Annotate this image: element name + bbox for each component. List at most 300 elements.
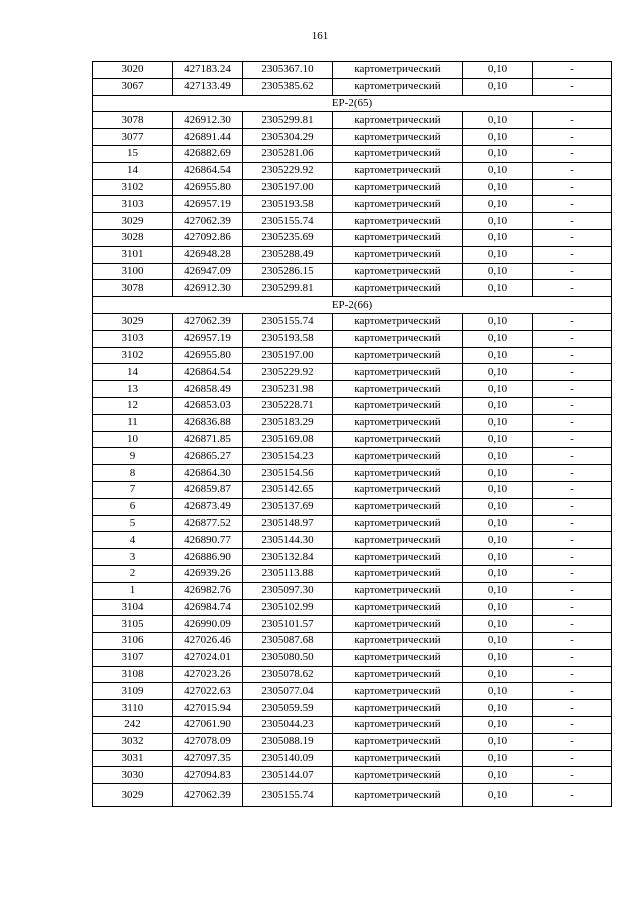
x-coordinate-cell: 427133.49 bbox=[173, 78, 243, 95]
x-coordinate-cell: 427061.90 bbox=[173, 717, 243, 734]
point-number-cell: 3101 bbox=[93, 246, 173, 263]
description-cell: - bbox=[533, 431, 612, 448]
table-row bbox=[93, 162, 612, 179]
description-cell: - bbox=[533, 465, 612, 482]
point-number-cell: 3029 bbox=[93, 313, 173, 330]
x-coordinate-cell: 426982.76 bbox=[173, 582, 243, 599]
accuracy-cell: 0,10 bbox=[463, 162, 533, 179]
point-number-cell: 242 bbox=[93, 717, 173, 734]
x-coordinate-cell: 426886.90 bbox=[173, 549, 243, 566]
table-row bbox=[93, 616, 612, 633]
method-cell: картометрический bbox=[333, 162, 463, 179]
x-coordinate-cell: 426871.85 bbox=[173, 431, 243, 448]
point-number-cell: 3100 bbox=[93, 263, 173, 280]
description-cell: - bbox=[533, 767, 612, 784]
accuracy-cell: 0,10 bbox=[463, 448, 533, 465]
x-coordinate-cell: 426912.30 bbox=[173, 280, 243, 297]
point-number-cell: 3103 bbox=[93, 196, 173, 213]
description-cell: - bbox=[533, 330, 612, 347]
table-row bbox=[93, 213, 612, 230]
y-coordinate-cell: 2305102.99 bbox=[243, 599, 333, 616]
method-cell: картометрический bbox=[333, 498, 463, 515]
accuracy-cell: 0,10 bbox=[463, 62, 533, 79]
point-number-cell: 10 bbox=[93, 431, 173, 448]
x-coordinate-cell: 426859.87 bbox=[173, 481, 243, 498]
description-cell: - bbox=[533, 313, 612, 330]
method-cell: картометрический bbox=[333, 397, 463, 414]
y-coordinate-cell: 2305286.15 bbox=[243, 263, 333, 280]
x-coordinate-cell: 426947.09 bbox=[173, 263, 243, 280]
point-number-cell: 5 bbox=[93, 515, 173, 532]
point-number-cell: 1 bbox=[93, 582, 173, 599]
y-coordinate-cell: 2305101.57 bbox=[243, 616, 333, 633]
accuracy-cell: 0,10 bbox=[463, 750, 533, 767]
table-row bbox=[93, 229, 612, 246]
point-number-cell: 11 bbox=[93, 414, 173, 431]
accuracy-cell: 0,10 bbox=[463, 481, 533, 498]
x-coordinate-cell: 426873.49 bbox=[173, 498, 243, 515]
description-cell: - bbox=[533, 666, 612, 683]
method-cell: картометрический bbox=[333, 515, 463, 532]
y-coordinate-cell: 2305155.74 bbox=[243, 213, 333, 230]
x-coordinate-cell: 427062.39 bbox=[173, 313, 243, 330]
description-cell: - bbox=[533, 649, 612, 666]
table-row bbox=[93, 498, 612, 515]
method-cell: картометрический bbox=[333, 750, 463, 767]
description-cell: - bbox=[533, 213, 612, 230]
method-cell: картометрический bbox=[333, 532, 463, 549]
method-cell: картометрический bbox=[333, 717, 463, 734]
description-cell: - bbox=[533, 448, 612, 465]
y-coordinate-cell: 2305154.56 bbox=[243, 465, 333, 482]
method-cell: картометрический bbox=[333, 414, 463, 431]
x-coordinate-cell: 426912.30 bbox=[173, 112, 243, 129]
description-cell: - bbox=[533, 179, 612, 196]
table-row bbox=[93, 263, 612, 280]
accuracy-cell: 0,10 bbox=[463, 364, 533, 381]
y-coordinate-cell: 2305137.69 bbox=[243, 498, 333, 515]
table-row bbox=[93, 582, 612, 599]
x-coordinate-cell: 427024.01 bbox=[173, 649, 243, 666]
description-cell: - bbox=[533, 717, 612, 734]
y-coordinate-cell: 2305059.59 bbox=[243, 700, 333, 717]
accuracy-cell: 0,10 bbox=[463, 532, 533, 549]
accuracy-cell: 0,10 bbox=[463, 515, 533, 532]
accuracy-cell: 0,10 bbox=[463, 229, 533, 246]
method-cell: картометрический bbox=[333, 582, 463, 599]
accuracy-cell: 0,10 bbox=[463, 717, 533, 734]
point-number-cell: 3078 bbox=[93, 112, 173, 129]
table-row bbox=[93, 129, 612, 146]
method-cell: картометрический bbox=[333, 330, 463, 347]
y-coordinate-cell: 2305113.88 bbox=[243, 565, 333, 582]
description-cell: - bbox=[533, 263, 612, 280]
y-coordinate-cell: 2305097.30 bbox=[243, 582, 333, 599]
accuracy-cell: 0,10 bbox=[463, 565, 533, 582]
x-coordinate-cell: 426877.52 bbox=[173, 515, 243, 532]
x-coordinate-cell: 426864.30 bbox=[173, 465, 243, 482]
method-cell: картометрический bbox=[333, 112, 463, 129]
accuracy-cell: 0,10 bbox=[463, 784, 533, 807]
table-row bbox=[93, 515, 612, 532]
method-cell: картометрический bbox=[333, 196, 463, 213]
accuracy-cell: 0,10 bbox=[463, 683, 533, 700]
y-coordinate-cell: 2305044.23 bbox=[243, 717, 333, 734]
y-coordinate-cell: 2305169.08 bbox=[243, 431, 333, 448]
description-cell: - bbox=[533, 347, 612, 364]
point-number-cell: 3104 bbox=[93, 599, 173, 616]
x-coordinate-cell: 427062.39 bbox=[173, 784, 243, 807]
method-cell: картометрический bbox=[333, 565, 463, 582]
method-cell: картометрический bbox=[333, 347, 463, 364]
description-cell: - bbox=[533, 683, 612, 700]
description-cell: - bbox=[533, 750, 612, 767]
table-row bbox=[93, 78, 612, 95]
y-coordinate-cell: 2305088.19 bbox=[243, 733, 333, 750]
accuracy-cell: 0,10 bbox=[463, 633, 533, 650]
x-coordinate-cell: 427023.26 bbox=[173, 666, 243, 683]
accuracy-cell: 0,10 bbox=[463, 549, 533, 566]
x-coordinate-cell: 426891.44 bbox=[173, 129, 243, 146]
y-coordinate-cell: 2305229.92 bbox=[243, 364, 333, 381]
x-coordinate-cell: 427092.86 bbox=[173, 229, 243, 246]
x-coordinate-cell: 427022.63 bbox=[173, 683, 243, 700]
method-cell: картометрический bbox=[333, 733, 463, 750]
method-cell: картометрический bbox=[333, 666, 463, 683]
description-cell: - bbox=[533, 498, 612, 515]
x-coordinate-cell: 427026.46 bbox=[173, 633, 243, 650]
method-cell: картометрический bbox=[333, 431, 463, 448]
x-coordinate-cell: 426984.74 bbox=[173, 599, 243, 616]
y-coordinate-cell: 2305299.81 bbox=[243, 112, 333, 129]
description-cell: - bbox=[533, 565, 612, 582]
accuracy-cell: 0,10 bbox=[463, 498, 533, 515]
x-coordinate-cell: 426882.69 bbox=[173, 145, 243, 162]
point-number-cell: 3110 bbox=[93, 700, 173, 717]
method-cell: картометрический bbox=[333, 62, 463, 79]
method-cell: картометрический bbox=[333, 280, 463, 297]
method-cell: картометрический bbox=[333, 129, 463, 146]
accuracy-cell: 0,10 bbox=[463, 330, 533, 347]
description-cell: - bbox=[533, 280, 612, 297]
method-cell: картометрический bbox=[333, 229, 463, 246]
method-cell: картометрический bbox=[333, 448, 463, 465]
x-coordinate-cell: 426836.88 bbox=[173, 414, 243, 431]
table-row bbox=[93, 347, 612, 364]
point-number-cell: 3029 bbox=[93, 784, 173, 807]
method-cell: картометрический bbox=[333, 213, 463, 230]
description-cell: - bbox=[533, 532, 612, 549]
point-number-cell: 7 bbox=[93, 481, 173, 498]
description-cell: - bbox=[533, 549, 612, 566]
accuracy-cell: 0,10 bbox=[463, 78, 533, 95]
point-number-cell: 3078 bbox=[93, 280, 173, 297]
method-cell: картометрический bbox=[333, 767, 463, 784]
method-cell: картометрический bbox=[333, 145, 463, 162]
point-number-cell: 3108 bbox=[93, 666, 173, 683]
x-coordinate-cell: 427015.94 bbox=[173, 700, 243, 717]
x-coordinate-cell: 426957.19 bbox=[173, 196, 243, 213]
description-cell: - bbox=[533, 196, 612, 213]
table-row bbox=[93, 717, 612, 734]
table-row bbox=[93, 750, 612, 767]
table-row bbox=[93, 532, 612, 549]
y-coordinate-cell: 2305155.74 bbox=[243, 784, 333, 807]
table-row bbox=[93, 700, 612, 717]
point-number-cell: 3109 bbox=[93, 683, 173, 700]
accuracy-cell: 0,10 bbox=[463, 616, 533, 633]
description-cell: - bbox=[533, 481, 612, 498]
table-row bbox=[93, 196, 612, 213]
accuracy-cell: 0,10 bbox=[463, 767, 533, 784]
x-coordinate-cell: 426853.03 bbox=[173, 397, 243, 414]
x-coordinate-cell: 426939.26 bbox=[173, 565, 243, 582]
point-number-cell: 3067 bbox=[93, 78, 173, 95]
description-cell: - bbox=[533, 112, 612, 129]
x-coordinate-cell: 426957.19 bbox=[173, 330, 243, 347]
description-cell: - bbox=[533, 129, 612, 146]
point-number-cell: 3 bbox=[93, 549, 173, 566]
y-coordinate-cell: 2305281.06 bbox=[243, 145, 333, 162]
section-header-row bbox=[93, 297, 612, 314]
y-coordinate-cell: 2305299.81 bbox=[243, 280, 333, 297]
table-row bbox=[93, 280, 612, 297]
accuracy-cell: 0,10 bbox=[463, 414, 533, 431]
accuracy-cell: 0,10 bbox=[463, 582, 533, 599]
point-number-cell: 3028 bbox=[93, 229, 173, 246]
accuracy-cell: 0,10 bbox=[463, 213, 533, 230]
y-coordinate-cell: 2305228.71 bbox=[243, 397, 333, 414]
table-row bbox=[93, 145, 612, 162]
table-row bbox=[93, 683, 612, 700]
accuracy-cell: 0,10 bbox=[463, 381, 533, 398]
accuracy-cell: 0,10 bbox=[463, 112, 533, 129]
method-cell: картометрический bbox=[333, 616, 463, 633]
accuracy-cell: 0,10 bbox=[463, 145, 533, 162]
method-cell: картометрический bbox=[333, 78, 463, 95]
description-cell: - bbox=[533, 229, 612, 246]
y-coordinate-cell: 2305288.49 bbox=[243, 246, 333, 263]
y-coordinate-cell: 2305231.98 bbox=[243, 381, 333, 398]
method-cell: картометрический bbox=[333, 313, 463, 330]
description-cell: - bbox=[533, 733, 612, 750]
table-row bbox=[93, 246, 612, 263]
x-coordinate-cell: 426955.80 bbox=[173, 347, 243, 364]
y-coordinate-cell: 2305087.68 bbox=[243, 633, 333, 650]
y-coordinate-cell: 2305183.29 bbox=[243, 414, 333, 431]
table-row bbox=[93, 330, 612, 347]
x-coordinate-cell: 426864.54 bbox=[173, 364, 243, 381]
table-row bbox=[93, 381, 612, 398]
x-coordinate-cell: 426955.80 bbox=[173, 179, 243, 196]
description-cell: - bbox=[533, 62, 612, 79]
section-header-row bbox=[93, 95, 612, 112]
description-cell: - bbox=[533, 381, 612, 398]
table-row bbox=[93, 549, 612, 566]
accuracy-cell: 0,10 bbox=[463, 599, 533, 616]
y-coordinate-cell: 2305142.65 bbox=[243, 481, 333, 498]
description-cell: - bbox=[533, 162, 612, 179]
method-cell: картометрический bbox=[333, 633, 463, 650]
accuracy-cell: 0,10 bbox=[463, 733, 533, 750]
x-coordinate-cell: 427183.24 bbox=[173, 62, 243, 79]
y-coordinate-cell: 2305077.04 bbox=[243, 683, 333, 700]
method-cell: картометрический bbox=[333, 599, 463, 616]
description-cell: - bbox=[533, 633, 612, 650]
point-number-cell: 3029 bbox=[93, 213, 173, 230]
y-coordinate-cell: 2305229.92 bbox=[243, 162, 333, 179]
table-row bbox=[93, 179, 612, 196]
y-coordinate-cell: 2305193.58 bbox=[243, 330, 333, 347]
table-row bbox=[93, 112, 612, 129]
description-cell: - bbox=[533, 784, 612, 807]
y-coordinate-cell: 2305385.62 bbox=[243, 78, 333, 95]
accuracy-cell: 0,10 bbox=[463, 280, 533, 297]
point-number-cell: 13 bbox=[93, 381, 173, 398]
description-cell: - bbox=[533, 246, 612, 263]
x-coordinate-cell: 426865.27 bbox=[173, 448, 243, 465]
point-number-cell: 3102 bbox=[93, 179, 173, 196]
description-cell: - bbox=[533, 364, 612, 381]
x-coordinate-cell: 427097.35 bbox=[173, 750, 243, 767]
y-coordinate-cell: 2305144.07 bbox=[243, 767, 333, 784]
y-coordinate-cell: 2305132.84 bbox=[243, 549, 333, 566]
table-body bbox=[93, 62, 612, 807]
description-cell: - bbox=[533, 700, 612, 717]
accuracy-cell: 0,10 bbox=[463, 313, 533, 330]
point-number-cell: 3102 bbox=[93, 347, 173, 364]
point-number-cell: 3030 bbox=[93, 767, 173, 784]
point-number-cell: 12 bbox=[93, 397, 173, 414]
accuracy-cell: 0,10 bbox=[463, 347, 533, 364]
accuracy-cell: 0,10 bbox=[463, 700, 533, 717]
description-cell: - bbox=[533, 78, 612, 95]
method-cell: картометрический bbox=[333, 263, 463, 280]
accuracy-cell: 0,10 bbox=[463, 196, 533, 213]
point-number-cell: 15 bbox=[93, 145, 173, 162]
point-number-cell: 3020 bbox=[93, 62, 173, 79]
table-row bbox=[93, 733, 612, 750]
table-row bbox=[93, 565, 612, 582]
table-row bbox=[93, 481, 612, 498]
table-row bbox=[93, 666, 612, 683]
y-coordinate-cell: 2305235.69 bbox=[243, 229, 333, 246]
point-number-cell: 4 bbox=[93, 532, 173, 549]
description-cell: - bbox=[533, 599, 612, 616]
accuracy-cell: 0,10 bbox=[463, 666, 533, 683]
description-cell: - bbox=[533, 582, 612, 599]
accuracy-cell: 0,10 bbox=[463, 246, 533, 263]
point-number-cell: 9 bbox=[93, 448, 173, 465]
y-coordinate-cell: 2305078.62 bbox=[243, 666, 333, 683]
y-coordinate-cell: 2305193.58 bbox=[243, 196, 333, 213]
table-row bbox=[93, 364, 612, 381]
y-coordinate-cell: 2305197.00 bbox=[243, 347, 333, 364]
x-coordinate-cell: 426948.28 bbox=[173, 246, 243, 263]
method-cell: картометрический bbox=[333, 649, 463, 666]
point-number-cell: 3103 bbox=[93, 330, 173, 347]
y-coordinate-cell: 2305197.00 bbox=[243, 179, 333, 196]
table-row bbox=[93, 767, 612, 784]
point-number-cell: 3107 bbox=[93, 649, 173, 666]
table-row bbox=[93, 397, 612, 414]
accuracy-cell: 0,10 bbox=[463, 649, 533, 666]
point-number-cell: 8 bbox=[93, 465, 173, 482]
method-cell: картометрический bbox=[333, 784, 463, 807]
accuracy-cell: 0,10 bbox=[463, 179, 533, 196]
method-cell: картометрический bbox=[333, 364, 463, 381]
y-coordinate-cell: 2305304.29 bbox=[243, 129, 333, 146]
y-coordinate-cell: 2305367.10 bbox=[243, 62, 333, 79]
y-coordinate-cell: 2305148.97 bbox=[243, 515, 333, 532]
table-row bbox=[93, 465, 612, 482]
x-coordinate-cell: 426864.54 bbox=[173, 162, 243, 179]
page-number: 161 bbox=[311, 30, 329, 42]
table-row bbox=[93, 649, 612, 666]
x-coordinate-cell: 427094.83 bbox=[173, 767, 243, 784]
method-cell: картометрический bbox=[333, 381, 463, 398]
y-coordinate-cell: 2305155.74 bbox=[243, 313, 333, 330]
y-coordinate-cell: 2305144.30 bbox=[243, 532, 333, 549]
y-coordinate-cell: 2305140.09 bbox=[243, 750, 333, 767]
point-number-cell: 3031 bbox=[93, 750, 173, 767]
accuracy-cell: 0,10 bbox=[463, 263, 533, 280]
description-cell: - bbox=[533, 414, 612, 431]
coordinates-table bbox=[92, 61, 612, 807]
table-row bbox=[93, 784, 612, 807]
x-coordinate-cell: 427062.39 bbox=[173, 213, 243, 230]
point-number-cell: 3032 bbox=[93, 733, 173, 750]
accuracy-cell: 0,10 bbox=[463, 431, 533, 448]
table-row bbox=[93, 414, 612, 431]
x-coordinate-cell: 426858.49 bbox=[173, 381, 243, 398]
y-coordinate-cell: 2305080.50 bbox=[243, 649, 333, 666]
point-number-cell: 2 bbox=[93, 565, 173, 582]
description-cell: - bbox=[533, 145, 612, 162]
point-number-cell: 3077 bbox=[93, 129, 173, 146]
table-row bbox=[93, 62, 612, 79]
method-cell: картометрический bbox=[333, 481, 463, 498]
point-number-cell: 14 bbox=[93, 364, 173, 381]
table-row bbox=[93, 448, 612, 465]
section-label: ЕР-2(65) bbox=[93, 95, 612, 112]
method-cell: картометрический bbox=[333, 246, 463, 263]
accuracy-cell: 0,10 bbox=[463, 129, 533, 146]
method-cell: картометрический bbox=[333, 700, 463, 717]
point-number-cell: 6 bbox=[93, 498, 173, 515]
table-row bbox=[93, 633, 612, 650]
x-coordinate-cell: 427078.09 bbox=[173, 733, 243, 750]
method-cell: картометрический bbox=[333, 549, 463, 566]
accuracy-cell: 0,10 bbox=[463, 397, 533, 414]
table-row bbox=[93, 599, 612, 616]
method-cell: картометрический bbox=[333, 683, 463, 700]
x-coordinate-cell: 426990.09 bbox=[173, 616, 243, 633]
description-cell: - bbox=[533, 515, 612, 532]
table-row bbox=[93, 431, 612, 448]
y-coordinate-cell: 2305154.23 bbox=[243, 448, 333, 465]
method-cell: картометрический bbox=[333, 465, 463, 482]
section-label: ЕР-2(66) bbox=[93, 297, 612, 314]
point-number-cell: 3105 bbox=[93, 616, 173, 633]
x-coordinate-cell: 426890.77 bbox=[173, 532, 243, 549]
accuracy-cell: 0,10 bbox=[463, 465, 533, 482]
method-cell: картометрический bbox=[333, 179, 463, 196]
description-cell: - bbox=[533, 616, 612, 633]
table-row bbox=[93, 313, 612, 330]
point-number-cell: 14 bbox=[93, 162, 173, 179]
description-cell: - bbox=[533, 397, 612, 414]
